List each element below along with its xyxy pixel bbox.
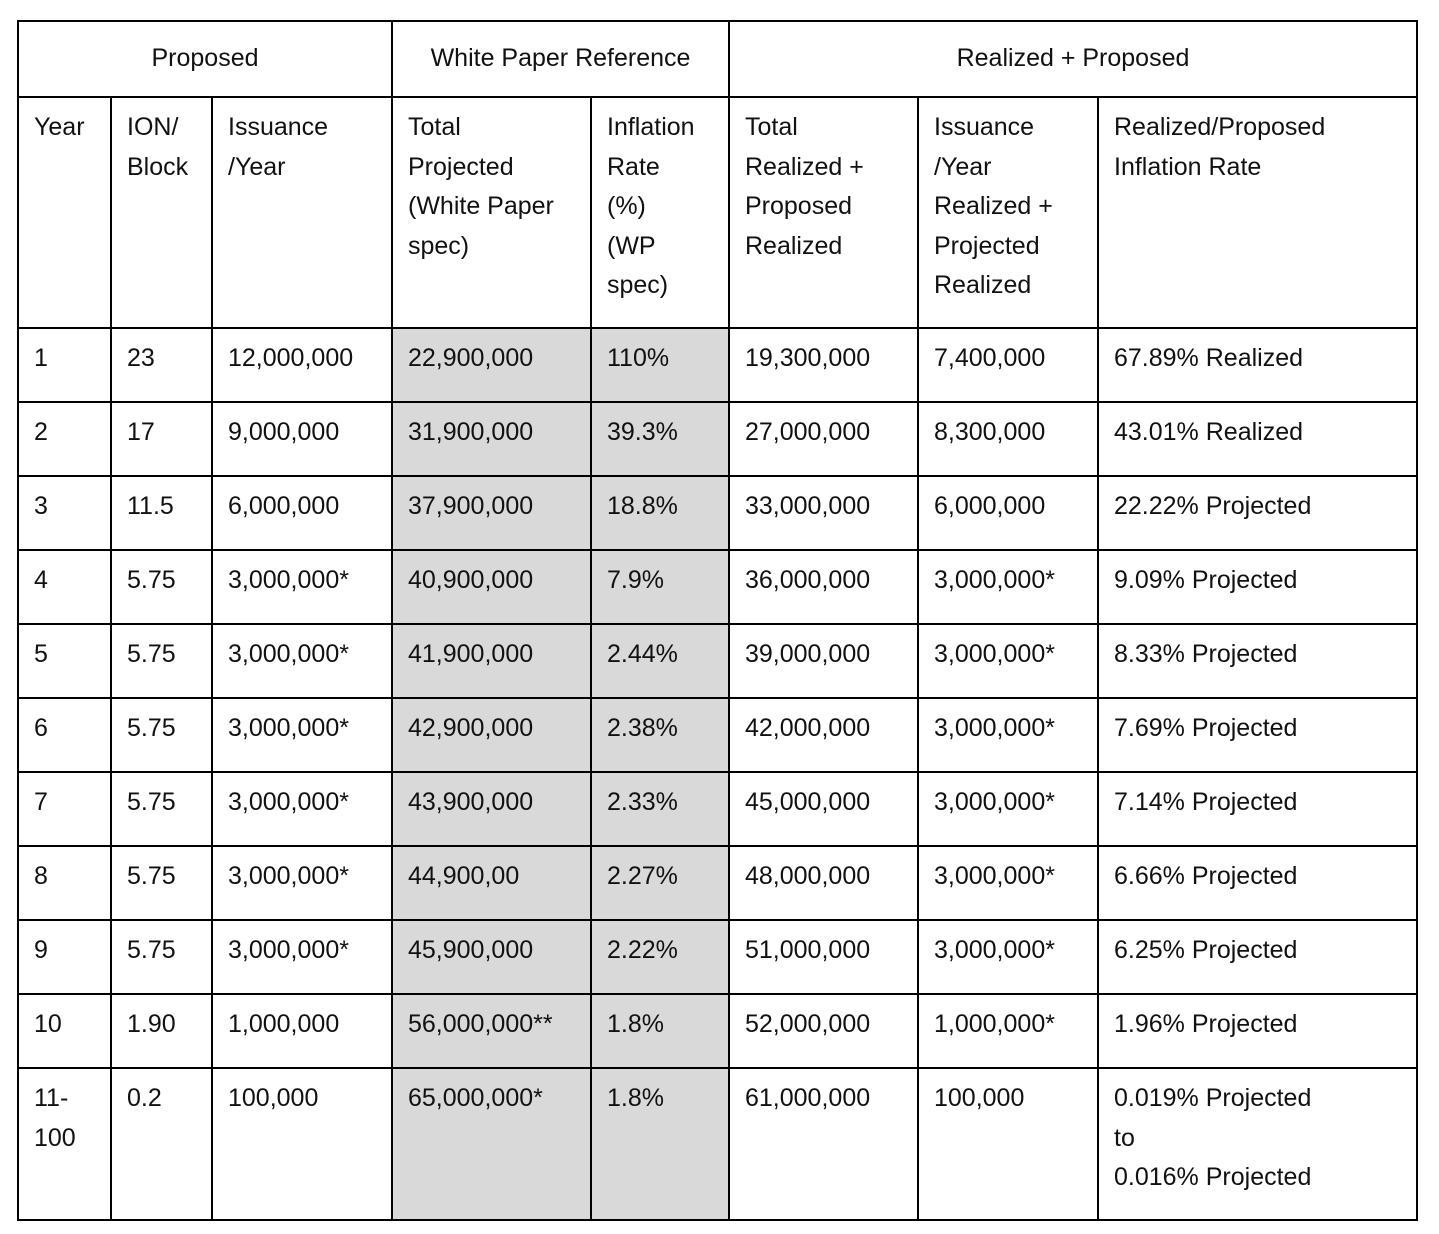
cell-issuance: 6,000,000 [212,476,392,550]
cell-inflation-realized: 7.69% Projected [1098,698,1417,772]
cell-issuance: 9,000,000 [212,402,392,476]
group-header-white-paper: White Paper Reference [392,21,729,97]
cell-ion-block: 0.2 [111,1068,212,1220]
cell-issuance: 100,000 [212,1068,392,1220]
cell-inflation-wp: 1.8% [591,994,729,1068]
column-header-year: Year [18,97,111,328]
cell-ion-block: 1.90 [111,994,212,1068]
cell-issuance-realized: 3,000,000* [918,920,1098,994]
cell-total-realized: 51,000,000 [729,920,918,994]
cell-total-realized: 45,000,000 [729,772,918,846]
cell-total-realized: 33,000,000 [729,476,918,550]
cell-issuance-realized: 3,000,000* [918,550,1098,624]
cell-issuance: 3,000,000* [212,920,392,994]
cell-issuance-realized: 1,000,000* [918,994,1098,1068]
cell-year: 11- 100 [18,1068,111,1220]
cell-ion-block: 5.75 [111,920,212,994]
cell-year: 3 [18,476,111,550]
column-header-total-realized: Total Realized + Proposed Realized [729,97,918,328]
cell-total-projected: 44,900,00 [392,846,591,920]
table-row [18,624,1417,698]
cell-inflation-wp: 2.22% [591,920,729,994]
cell-total-projected: 22,900,000 [392,328,591,402]
cell-total-realized: 52,000,000 [729,994,918,1068]
cell-inflation-realized: 6.66% Projected [1098,846,1417,920]
cell-inflation-realized: 1.96% Projected [1098,994,1417,1068]
cell-total-projected: 37,900,000 [392,476,591,550]
cell-issuance-realized: 8,300,000 [918,402,1098,476]
cell-inflation-wp: 2.33% [591,772,729,846]
cell-inflation-realized: 9.09% Projected [1098,550,1417,624]
group-header-row [18,21,1417,97]
column-header-issuance-year: Issuance /Year [212,97,392,328]
cell-issuance: 1,000,000 [212,994,392,1068]
cell-issuance-realized: 6,000,000 [918,476,1098,550]
cell-ion-block: 11.5 [111,476,212,550]
cell-ion-block: 17 [111,402,212,476]
cell-total-realized: 61,000,000 [729,1068,918,1220]
cell-total-realized: 48,000,000 [729,846,918,920]
cell-issuance: 3,000,000* [212,846,392,920]
column-header-total-projected: Total Projected (White Paper spec) [392,97,591,328]
column-header-issuance-realized: Issuance /Year Realized + Projected Realized [918,97,1098,328]
cell-inflation-realized: 22.22% Projected [1098,476,1417,550]
cell-ion-block: 5.75 [111,698,212,772]
cell-total-realized: 39,000,000 [729,624,918,698]
cell-issuance: 12,000,000 [212,328,392,402]
cell-ion-block: 5.75 [111,624,212,698]
cell-inflation-wp: 2.44% [591,624,729,698]
cell-inflation-realized: 67.89% Realized [1098,328,1417,402]
cell-inflation-wp: 39.3% [591,402,729,476]
table-row [18,550,1417,624]
cell-issuance-realized: 7,400,000 [918,328,1098,402]
cell-total-realized: 36,000,000 [729,550,918,624]
cell-inflation-wp: 110% [591,328,729,402]
cell-total-projected: 43,900,000 [392,772,591,846]
table-row [18,698,1417,772]
cell-issuance: 3,000,000* [212,624,392,698]
cell-inflation-wp: 2.38% [591,698,729,772]
table-row [18,402,1417,476]
cell-issuance-realized: 3,000,000* [918,846,1098,920]
cell-total-realized: 19,300,000 [729,328,918,402]
cell-issuance-realized: 3,000,000* [918,698,1098,772]
table-row [18,772,1417,846]
table-row [18,920,1417,994]
cell-total-projected: 56,000,000** [392,994,591,1068]
cell-total-realized: 27,000,000 [729,402,918,476]
cell-inflation-wp: 7.9% [591,550,729,624]
cell-inflation-realized: 6.25% Projected [1098,920,1417,994]
cell-total-projected: 41,900,000 [392,624,591,698]
cell-total-projected: 31,900,000 [392,402,591,476]
cell-issuance: 3,000,000* [212,772,392,846]
table-row [18,1068,1417,1220]
cell-year: 2 [18,402,111,476]
cell-year: 10 [18,994,111,1068]
column-header-inflation-rate: Inflation Rate (%) (WP spec) [591,97,729,328]
cell-year: 8 [18,846,111,920]
group-header-proposed: Proposed [18,21,392,97]
cell-year: 1 [18,328,111,402]
cell-total-projected: 40,900,000 [392,550,591,624]
cell-issuance-realized: 3,000,000* [918,624,1098,698]
cell-inflation-realized: 8.33% Projected [1098,624,1417,698]
cell-total-realized: 42,000,000 [729,698,918,772]
cell-ion-block: 5.75 [111,846,212,920]
cell-total-projected: 65,000,000* [392,1068,591,1220]
cell-issuance-realized: 100,000 [918,1068,1098,1220]
table-row [18,846,1417,920]
group-header-realized-proposed: Realized + Proposed [729,21,1417,97]
cell-inflation-wp: 18.8% [591,476,729,550]
cell-total-projected: 42,900,000 [392,698,591,772]
issuance-table [17,20,1418,1221]
table-row [18,476,1417,550]
cell-ion-block: 23 [111,328,212,402]
cell-issuance-realized: 3,000,000* [918,772,1098,846]
cell-year: 9 [18,920,111,994]
table-row [18,994,1417,1068]
cell-inflation-realized: 0.019% Projected to 0.016% Projected [1098,1068,1417,1220]
cell-year: 5 [18,624,111,698]
cell-inflation-wp: 2.27% [591,846,729,920]
cell-ion-block: 5.75 [111,550,212,624]
cell-inflation-realized: 7.14% Projected [1098,772,1417,846]
table-row [18,328,1417,402]
cell-issuance: 3,000,000* [212,550,392,624]
column-header-row [18,97,1417,328]
cell-inflation-wp: 1.8% [591,1068,729,1220]
column-header-realized-inflation: Realized/Proposed Inflation Rate [1098,97,1417,328]
cell-year: 4 [18,550,111,624]
cell-inflation-realized: 43.01% Realized [1098,402,1417,476]
cell-ion-block: 5.75 [111,772,212,846]
cell-total-projected: 45,900,000 [392,920,591,994]
column-header-ion-block: ION/ Block [111,97,212,328]
cell-year: 7 [18,772,111,846]
cell-year: 6 [18,698,111,772]
cell-issuance: 3,000,000* [212,698,392,772]
